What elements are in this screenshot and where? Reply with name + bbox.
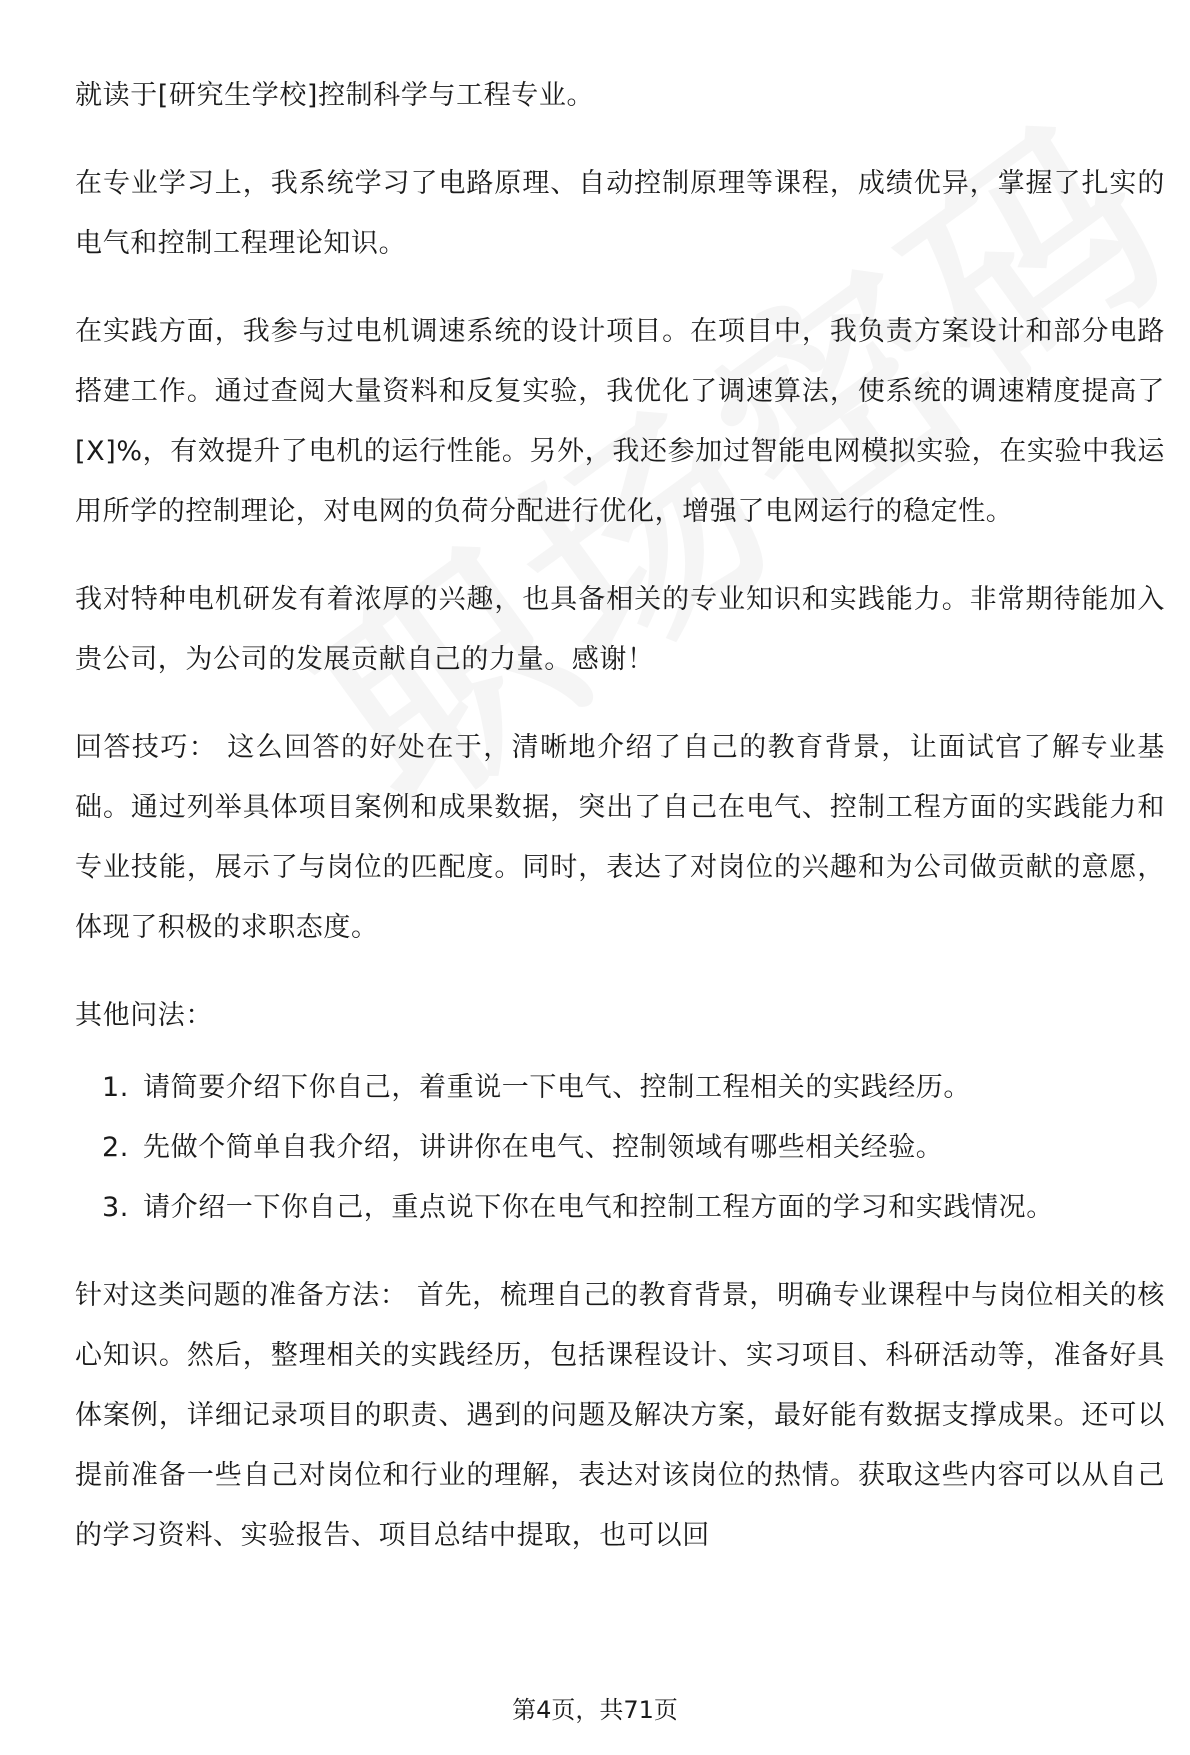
paragraph-other-questions-heading: 其他问法： (75, 1000, 213, 1031)
paragraph-study: 在专业学习上，我系统学习了电路原理、自动控制原理等课程，成绩优异，掌握了扎实的电气和控制工程理论知识。 (75, 168, 1165, 259)
page-footer: 第4页，共71页 (512, 1696, 678, 1724)
paragraph-interest: 我对特种电机研发有着浓厚的兴趣，也具备相关的专业知识和实践能力。非常期待能加入贵公司，为公司的发展贡献自己的力量。感谢！ (75, 584, 1165, 675)
paragraph-education: 就读于[研究生学校]控制科学与工程专业。 (75, 80, 595, 111)
document-body (75, 66, 1165, 1594)
paragraph-preparation: 针对这类问题的准备方法： 首先，梳理自己的教育背景，明确专业课程中与岗位相关的核心知识。然后，整理相关的实践经历，包括课程设计、实习项目、科研活动等，准备好具体案例，详细记录项目的职责、遇到的问题及解决方案，最好能有数据支撑成果。还可以提前准备一些自己对岗位和行业的理解，表达对该岗位的热情。获取这些内容可以从自己的学习资料、实验报告、项目总结中提取，也可以回 (75, 1280, 1165, 1551)
list-item-number: 1. (102, 1072, 129, 1103)
list-item-number: 2. (102, 1132, 129, 1163)
list-item (75, 1058, 1165, 1118)
list-item-text: 先做个简单自我介绍，讲讲你在电气、控制领域有哪些相关经验。 (143, 1132, 944, 1163)
paragraph-answer-tips: 回答技巧： 这么回答的好处在于，清晰地介绍了自己的教育背景，让面试官了解专业基础。通过列举具体项目案例和成果数据，突出了自己在电气、控制工程方面的实践能力和专业技能，展示了与岗位的匹配度。同时，表达了对岗位的兴趣和为公司做贡献的意愿，体现了积极的求职态度。 (75, 732, 1165, 943)
paragraph-practice: 在实践方面，我参与过电机调速系统的设计项目。在项目中，我负责方案设计和部分电路搭建工作。通过查阅大量资料和反复实验，我优化了调速算法，使系统的调速精度提高了[X]%，有效提升了电机的运行性能。另外，我还参加过智能电网模拟实验，在实验中我运用所学的控制理论，对电网的负荷分配进行优化，增强了电网运行的稳定性。 (75, 316, 1165, 527)
list-item (75, 1178, 1165, 1238)
list-item-text: 请简要介绍下你自己，着重说一下电气、控制工程相关的实践经历。 (143, 1072, 971, 1103)
list-item-text: 请介绍一下你自己，重点说下你在电气和控制工程方面的学习和实践情况。 (143, 1192, 1054, 1223)
list-item (75, 1118, 1165, 1178)
other-questions-list (75, 1058, 1165, 1238)
list-item-number: 3. (102, 1192, 129, 1223)
